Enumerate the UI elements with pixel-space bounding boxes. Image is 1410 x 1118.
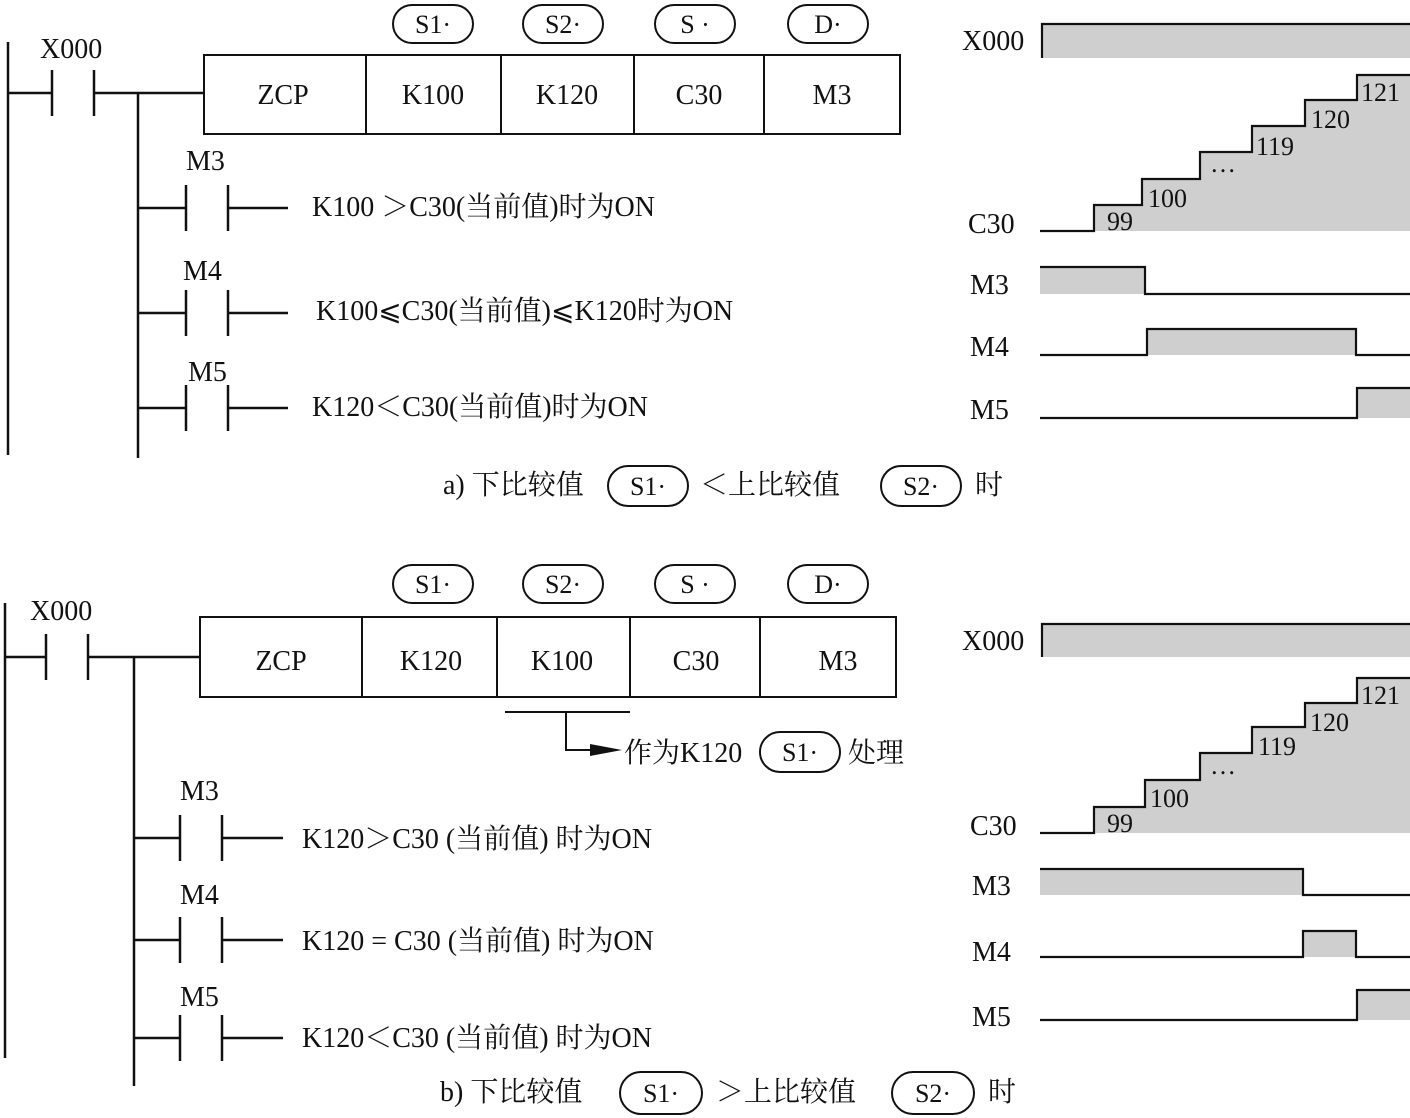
contact-label: M5: [188, 357, 227, 388]
output-rung-m3: [134, 776, 652, 861]
instr-s2: K100: [530, 646, 594, 677]
step-label: 99: [1107, 207, 1133, 236]
instr-op: ZCP: [257, 80, 309, 111]
caption-tag1: S1·: [629, 472, 667, 501]
rung-desc: K100⩽C30(当前值)⩽K120时为ON: [316, 296, 734, 327]
caption-tag2: S2·: [914, 1079, 952, 1108]
instr-s: C30: [672, 646, 720, 677]
instr-d: M3: [812, 80, 852, 111]
contact-label: M5: [180, 982, 219, 1013]
instr-s1: K120: [399, 646, 463, 677]
m5-on-fill: [1357, 990, 1410, 1020]
m3-on-fill: [1040, 267, 1145, 294]
ladder-b: [5, 565, 904, 1086]
caption-b: [440, 1072, 1016, 1114]
step-label: 120: [1311, 105, 1350, 134]
caption-middle: ＜上比较值: [700, 470, 841, 501]
step-label: 120: [1310, 708, 1349, 737]
timing-label-x000: X000: [962, 626, 1025, 657]
timing-chart-a: [962, 24, 1410, 426]
instruction-box: [200, 617, 896, 697]
timing-label-m4: M4: [970, 332, 1009, 363]
rung-desc: K120＜C30(当前值)时为ON: [312, 392, 648, 423]
caption-suffix: 时: [988, 1077, 1017, 1108]
caption-tag2: S2·: [902, 472, 940, 501]
tag-d: D·: [814, 570, 842, 599]
diagram-a: [8, 5, 1410, 506]
caption-middle: ＞上比较值: [716, 1077, 857, 1108]
contact-label: M3: [186, 146, 225, 177]
operand-tags: [393, 5, 868, 43]
step-label: 100: [1148, 184, 1187, 213]
step-label: 100: [1150, 784, 1189, 813]
x000-on-fill: [1042, 24, 1410, 58]
timing-label-m5: M5: [970, 395, 1009, 426]
instr-s1: K100: [401, 80, 465, 111]
timing-label-c30: C30: [970, 811, 1017, 842]
output-rung-m5: [134, 982, 652, 1061]
instr-s: C30: [675, 80, 723, 111]
instr-op: ZCP: [255, 646, 307, 677]
output-rung-m5: [138, 357, 648, 431]
x000-on-fill: [1042, 624, 1410, 657]
m5-on-fill: [1357, 388, 1410, 418]
rung-desc: K120＜C30 (当前值) 时为ON: [302, 1023, 652, 1054]
step-label: …: [1210, 751, 1236, 780]
m4-on-fill: [1147, 329, 1356, 355]
tag-s2: S2·: [544, 10, 582, 39]
caption-prefix: a) 下比较值: [443, 470, 584, 501]
m3-on-fill: [1040, 869, 1303, 895]
timing-label-m3: M3: [970, 270, 1009, 301]
timing-label-m3: M3: [972, 871, 1011, 902]
timing-label-m5: M5: [972, 1002, 1011, 1033]
note-suffix: 处理: [848, 738, 905, 769]
note-prefix: 作为K120: [624, 738, 743, 769]
tag-s: S ·: [680, 10, 710, 39]
timing-label-m4: M4: [972, 937, 1011, 968]
step-label: 99: [1107, 809, 1133, 838]
operand-tags: [393, 565, 868, 603]
step-label: …: [1210, 149, 1236, 178]
m4-on-fill: [1303, 931, 1356, 957]
note-tag: S1·: [781, 738, 819, 767]
step-label: 121: [1361, 681, 1400, 710]
instr-d: M3: [818, 646, 858, 677]
input-contact-label: X000: [30, 596, 93, 627]
instruction-box: [204, 55, 900, 134]
timing-chart-b: [962, 624, 1410, 1033]
output-rung-m3: [138, 146, 655, 231]
caption-suffix: 时: [975, 470, 1004, 501]
instr-s2: K120: [535, 80, 599, 111]
caption-tag1: S1·: [642, 1079, 680, 1108]
caption-a: [443, 466, 1003, 506]
tag-s2: S2·: [544, 570, 582, 599]
diagram-b: [5, 565, 1410, 1114]
timing-label-x000: X000: [962, 26, 1025, 57]
rung-desc: K120 = C30 (当前值) 时为ON: [302, 926, 654, 957]
tag-s1: S1·: [414, 570, 452, 599]
arrow-head: [590, 744, 622, 756]
tag-s: S ·: [680, 570, 710, 599]
ladder-a: [8, 5, 900, 458]
input-contact-label: X000: [40, 34, 103, 65]
treated-as-note: [505, 712, 904, 772]
contact-label: M3: [180, 776, 219, 807]
rung-desc: K100 ＞C30(当前值)时为ON: [312, 192, 655, 223]
caption-prefix: b) 下比较值: [440, 1077, 583, 1108]
step-label: 119: [1258, 732, 1297, 761]
timing-label-c30: C30: [968, 209, 1015, 240]
contact-label: M4: [183, 256, 222, 287]
rung-desc: K120＞C30 (当前值) 时为ON: [302, 824, 652, 855]
output-rung-m4: [138, 256, 733, 336]
contact-label: M4: [180, 880, 219, 911]
tag-d: D·: [814, 10, 842, 39]
step-label: 119: [1256, 132, 1295, 161]
step-label: 121: [1361, 78, 1400, 107]
output-rung-m4: [134, 880, 654, 963]
tag-s1: S1·: [414, 10, 452, 39]
